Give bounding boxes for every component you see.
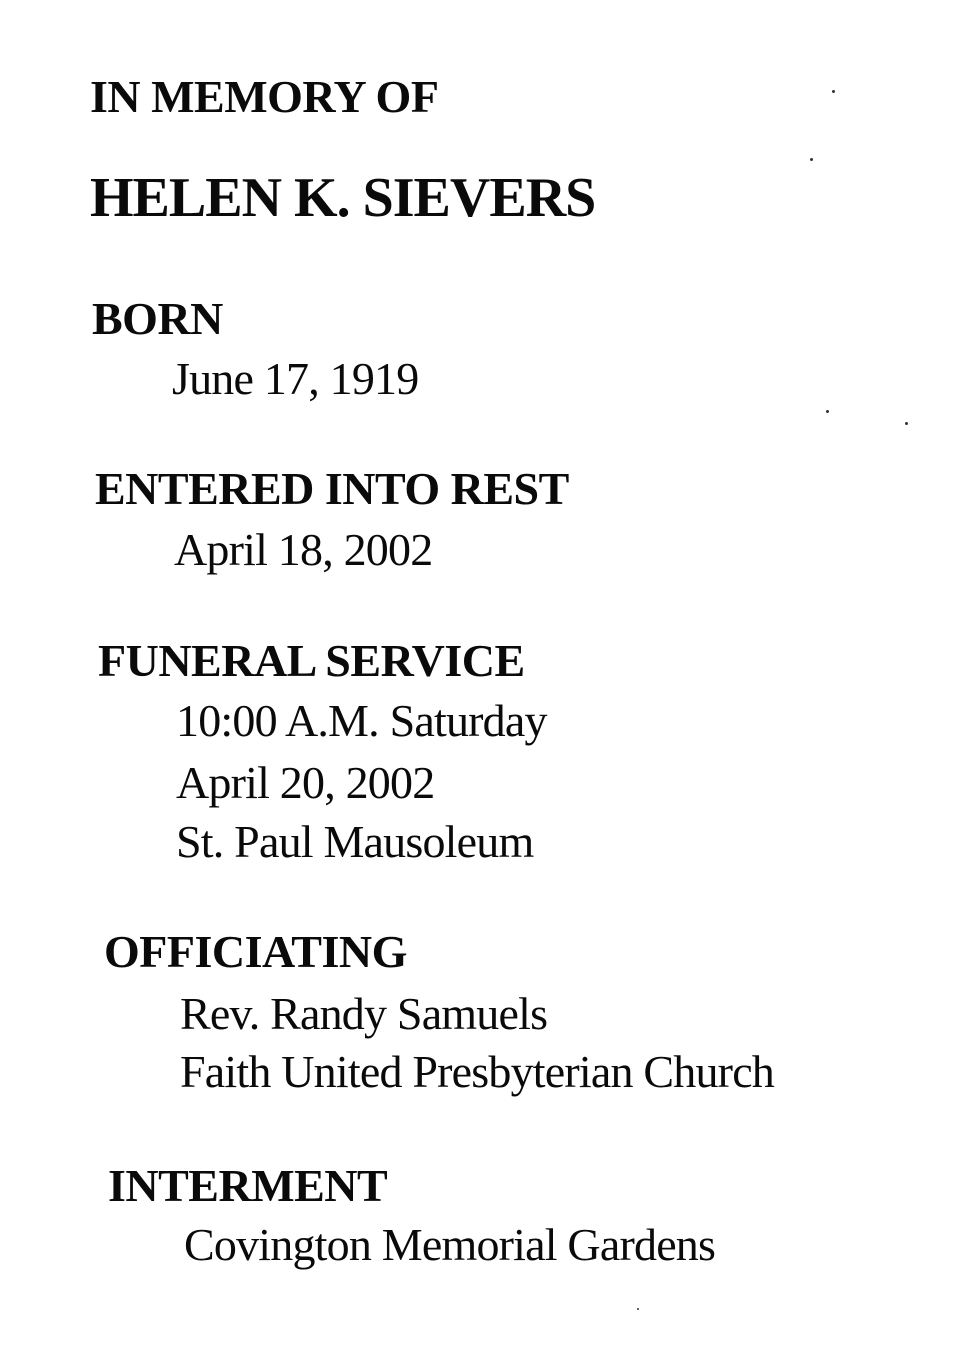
officiant-name: Rev. Randy Samuels xyxy=(180,988,548,1039)
scan-speck xyxy=(905,422,908,425)
scan-speck xyxy=(826,410,829,413)
interment-place: Covington Memorial Gardens xyxy=(184,1219,716,1270)
funeral-service-label: FUNERAL SERVICE xyxy=(98,635,525,686)
scan-speck xyxy=(637,1308,639,1310)
scan-speck xyxy=(832,90,835,93)
born-label: BORN xyxy=(92,293,223,344)
entered-into-rest-label: ENTERED INTO REST xyxy=(95,463,569,514)
officiant-church: Faith United Presbyterian Church xyxy=(180,1046,775,1097)
scan-speck xyxy=(810,158,813,161)
funeral-service-time: 10:00 A.M. Saturday xyxy=(176,695,547,746)
deceased-name: HELEN K. SIEVERS xyxy=(90,167,596,229)
entered-into-rest-date: April 18, 2002 xyxy=(174,524,433,575)
born-date: June 17, 1919 xyxy=(172,353,419,404)
funeral-service-place: St. Paul Mausoleum xyxy=(176,816,534,867)
officiating-label: OFFICIATING xyxy=(104,926,407,977)
in-memory-of-heading: IN MEMORY OF xyxy=(90,71,439,122)
interment-label: INTERMENT xyxy=(108,1160,388,1211)
funeral-service-date: April 20, 2002 xyxy=(176,757,435,808)
